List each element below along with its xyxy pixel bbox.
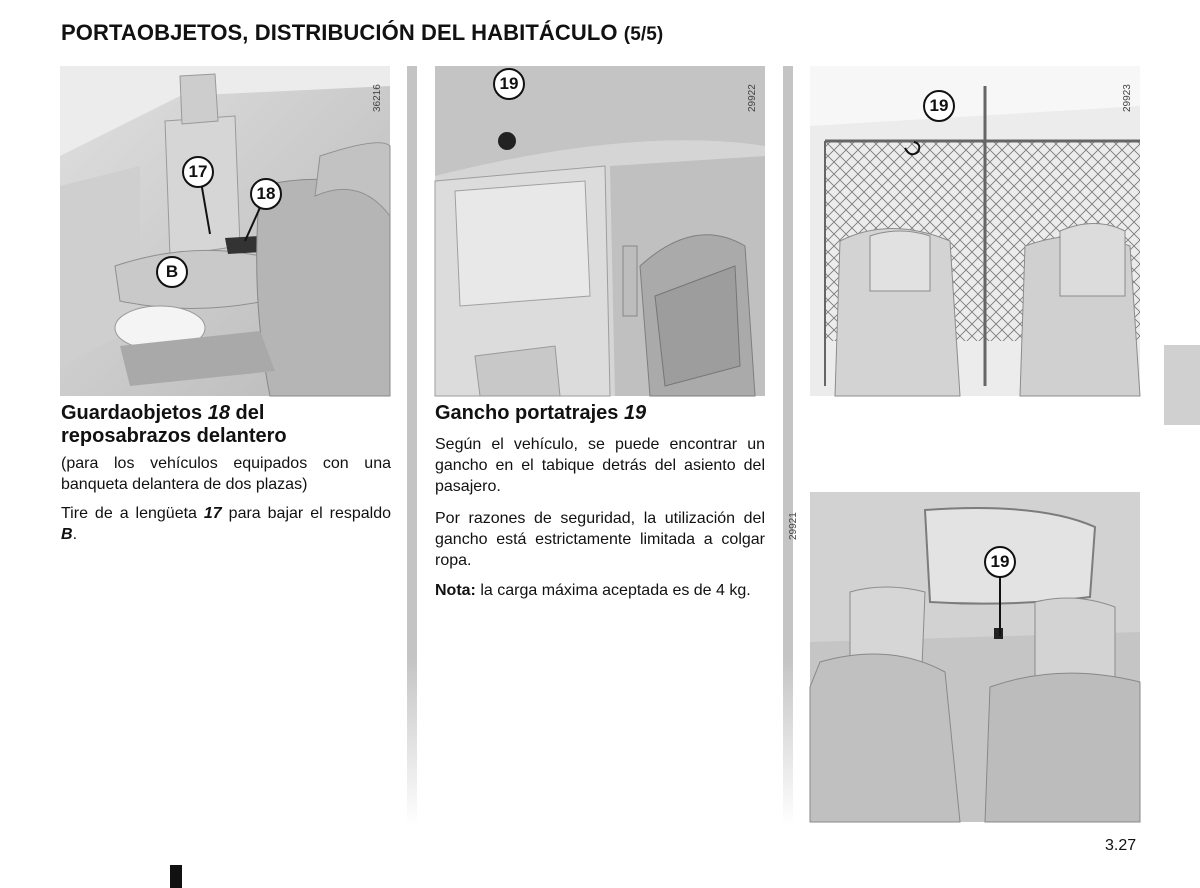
chapter-tab xyxy=(1164,345,1200,425)
callout-18: 18 xyxy=(250,178,282,210)
figure-number: 29923 xyxy=(1122,84,1133,112)
callout-17: 17 xyxy=(182,156,214,188)
coat-hook-note: Nota: la carga máxima aceptada es de 4 kg. xyxy=(435,582,751,599)
title-part: (5/5) xyxy=(623,24,664,45)
title-text: PORTAOBJETOS, DISTRIBUCIÓN DEL HABITÁCULO xyxy=(61,20,618,45)
column-divider-2 xyxy=(783,66,793,826)
callout-b: B xyxy=(156,256,188,288)
callout-19: 19 xyxy=(984,546,1016,578)
section-heading-armrest: Guardaobjetos 18 del reposabrazos delantero xyxy=(61,402,287,447)
armrest-photo xyxy=(60,66,390,396)
coat-hook-door-photo xyxy=(435,66,765,396)
column-divider-1 xyxy=(407,66,417,826)
callout-leader xyxy=(999,576,1001,636)
coat-hook-paragraph-1: Según el vehículo, se puede encontrar un gancho en el tabique detrás del asiento del pasajero. xyxy=(435,436,765,495)
armrest-note: (para los vehículos equipados con una banqueta delantera de dos plazas) xyxy=(61,455,391,493)
callout-19: 19 xyxy=(923,90,955,122)
armrest-instruction: Tire de a lengüeta 17 para bajar el respaldo B. xyxy=(61,505,391,543)
section-heading-coat-hook: Gancho portatrajes 19 xyxy=(435,402,647,424)
coat-hook-seats-photo xyxy=(788,492,1140,822)
coat-hook-paragraph-2: Por razones de seguridad, la utilización del gancho está estrictamente limitada a colgar ropa. xyxy=(435,510,765,569)
partition-net-photo xyxy=(810,66,1140,396)
figure-number: 36216 xyxy=(372,84,383,112)
page-number: 3.27 xyxy=(1105,837,1137,854)
page-title xyxy=(61,20,663,46)
figure-number: 29922 xyxy=(747,84,758,112)
bottom-marker xyxy=(170,865,182,888)
callout-19: 19 xyxy=(493,68,525,100)
figure-number: 29921 xyxy=(788,512,799,540)
